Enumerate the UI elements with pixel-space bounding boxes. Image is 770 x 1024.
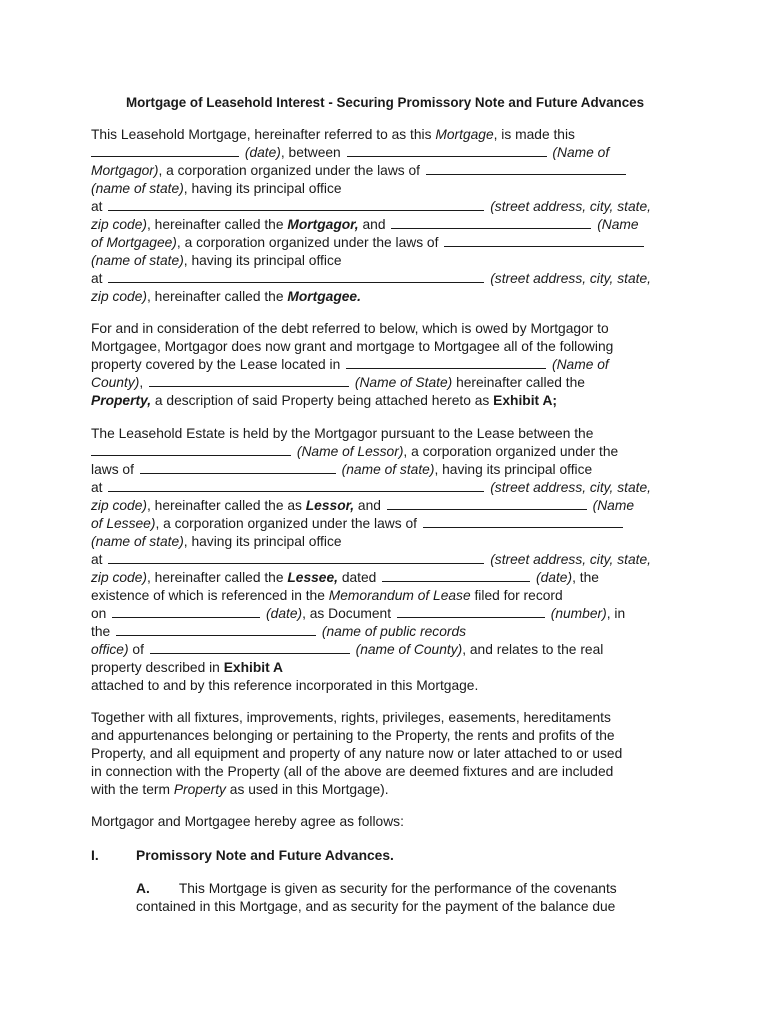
mortgagor-state-blank[interactable]: [426, 162, 626, 175]
paragraph-fixtures: Together with all fixtures, improvements, rights, privileges, easements, hereditaments and appurtenances belonging or pertaining to the Property, the rents and profits of the Property, and all equipment and property of any nature now or later attached to or used in connection with the Property (all of the above are deemed fixtures and are included with the term Property as used in this Mortgage).: [91, 710, 623, 797]
state-blank[interactable]: [149, 374, 349, 387]
paragraph-leasehold: The Leasehold Estate is held by the Mortgagor pursuant to the Lease between the (Name of Lessor), a corporation organized under the laws of (name of state), having its principal office at (street address, city, state, zip code), hereinafter called the as Lessor, and (Name of Lessee), a corporation organized under the laws of (name of state), having its principal office at (street address, city, state, zip code), hereinafter called the Lessee, dated (date), the existence of which is referenced in the Memorandum of Lease filed for record on (date), as Document (number), in the (name of public records office) of (name of County), and relates to the real property described in Exhibit A attached to and by this reference incorporated in this Mortgage.: [91, 426, 651, 693]
document-title: Mortgage of Leasehold Interest - Securing Promissory Note and Future Advances: [125, 95, 645, 110]
lessee-state-blank[interactable]: [423, 515, 623, 528]
lessor-state-blank[interactable]: [140, 461, 336, 474]
records-county-blank[interactable]: [150, 641, 350, 654]
lease-date-blank[interactable]: [382, 569, 530, 582]
paragraph-consideration: For and in consideration of the debt referred to below, which is owed by Mortgagor to Mortgagee, Mortgagor does now grant and mortgage to Mortgagee all of the following property covered by the Lease located in (Name of County), (Name of State) hereinafter called the Property, a description of said Property being attached hereto as Exhibit A;: [91, 321, 614, 408]
document-number-blank[interactable]: [397, 605, 545, 618]
lessor-name-blank[interactable]: [91, 443, 291, 456]
filing-date-blank[interactable]: [112, 605, 260, 618]
date-blank[interactable]: [91, 144, 239, 157]
county-blank[interactable]: [346, 356, 546, 369]
mortgagor-name-blank[interactable]: [347, 144, 547, 157]
paragraph-agreement: Mortgagor and Mortgagee hereby agree as follows:: [91, 814, 404, 829]
mortgagee-state-blank[interactable]: [444, 234, 644, 247]
lessee-address-blank[interactable]: [108, 551, 484, 564]
records-office-blank[interactable]: [116, 623, 316, 636]
mortgagor-address-blank[interactable]: [108, 198, 484, 211]
mortgagee-name-blank[interactable]: [391, 216, 591, 229]
lessee-name-blank[interactable]: [387, 497, 587, 510]
subsection-a: A. This Mortgage is given as security for the performance of the covenants contained in this Mortgage, and as security for the payment of the balance due: [136, 881, 617, 914]
lessor-address-blank[interactable]: [108, 479, 484, 492]
mortgagee-address-blank[interactable]: [108, 270, 484, 283]
section-heading: I. Promissory Note and Future Advances.: [91, 848, 394, 863]
paragraph-parties: This Leasehold Mortgage, hereinafter referred to as this Mortgage, is made this (date), between (Name of Mortgagor), a corporation organized under the laws of (name of state), having its principal office at (street address, city, state, zip code), hereinafter called the Mortgagor, and (Name of Mortgagee), a corporation organized under the laws of (name of state), having its principal office at (street address, city, state, zip code), hereinafter called the Mortgagee.: [91, 127, 651, 304]
